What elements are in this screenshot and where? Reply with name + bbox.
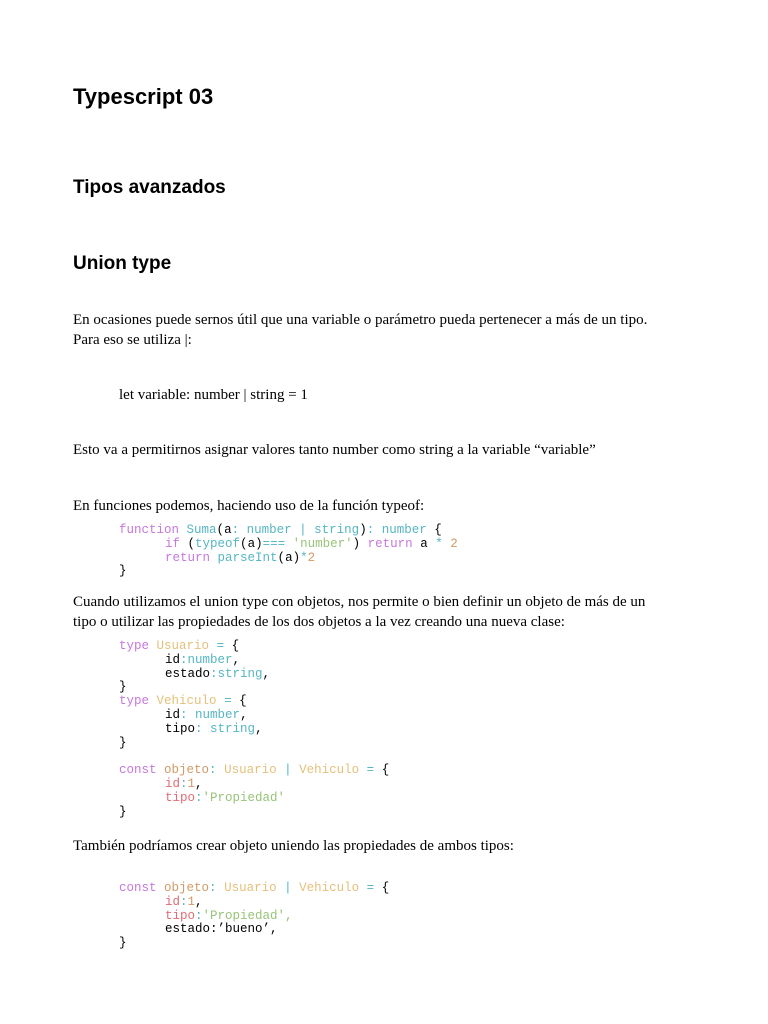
- document-title: Typescript 03: [73, 84, 214, 109]
- paragraph-intro: [73, 310, 703, 350]
- section-heading: Tipos avanzados: [73, 177, 226, 198]
- code-line: return parseInt(a)*2: [165, 550, 316, 565]
- code-line: if (typeof(a)=== 'number') return a * 2: [165, 536, 458, 551]
- code-line: }: [119, 564, 127, 579]
- code-line: }: [119, 936, 127, 951]
- code-line: type Usuario = {: [119, 639, 240, 653]
- code-line: function Suma(a: number | string): number {: [119, 523, 442, 537]
- paragraph-line: En ocasiones puede sernos útil que una variable o parámetro pueda pertenecer a más de un tipo.: [73, 312, 648, 328]
- code-block-object: [119, 882, 389, 951]
- paragraph-functions: En funciones podemos, haciendo uso de la función typeof:: [73, 498, 425, 514]
- paragraph-explanation: Esto va a permitirnos asignar valores tanto number como string a la variable “variable”: [73, 442, 596, 458]
- paragraph-objects: [73, 592, 703, 632]
- code-line: id: number,: [165, 707, 248, 722]
- paragraph-line: Cuando utilizamos el union type con objetos, nos permite o bien definir un objeto de más de un: [73, 594, 646, 610]
- code-line: id:1,: [165, 776, 203, 791]
- code-line: }: [119, 735, 127, 750]
- code-line: }: [119, 680, 127, 695]
- code-line: estado:’bueno’,: [165, 922, 278, 937]
- code-line: tipo: string,: [165, 721, 263, 736]
- paragraph-intersection: También podríamos crear objeto uniendo las propiedades de ambos tipos:: [73, 838, 514, 854]
- code-line: }: [119, 804, 127, 819]
- code-line: tipo:'Propiedad',: [165, 908, 293, 923]
- subsection-heading: Union type: [73, 253, 172, 274]
- paragraph-line: tipo o utilizar las propiedades de los dos objetos a la vez creando una nueva clase:: [73, 614, 565, 630]
- code-line: tipo:'Propiedad': [165, 790, 286, 805]
- code-line: const objeto: Usuario | Vehiculo = {: [119, 763, 390, 778]
- code-block-function: [119, 524, 458, 579]
- code-line: [119, 750, 389, 764]
- code-line: type Vehiculo = {: [119, 694, 247, 709]
- union-example: let variable: number | string = 1: [119, 387, 308, 403]
- code-line: estado:string,: [165, 666, 271, 681]
- paragraph-line: Para eso se utiliza |:: [73, 332, 192, 348]
- code-block-types: [119, 640, 389, 819]
- code-line: const objeto: Usuario | Vehiculo = {: [119, 881, 390, 895]
- code-line: id:1,: [165, 894, 203, 909]
- code-line: id:number,: [165, 652, 241, 667]
